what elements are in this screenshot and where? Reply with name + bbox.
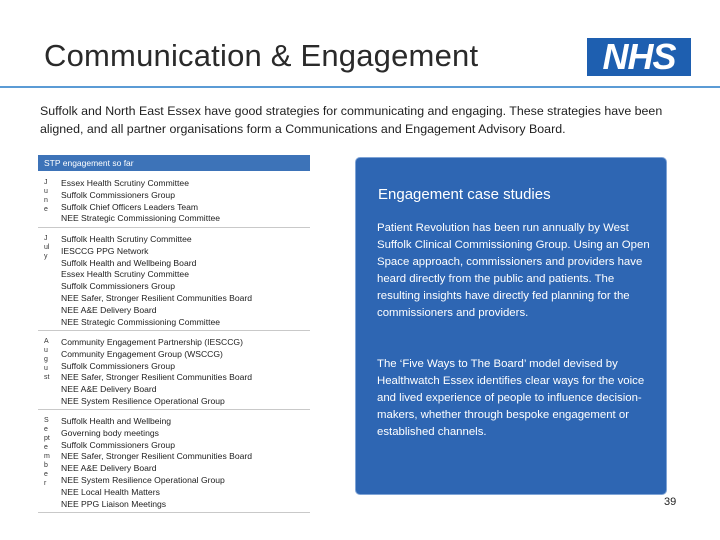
list-item: Suffolk Health and Wellbeing Board (61, 257, 197, 268)
list-item: NEE A&E Delivery Board (61, 384, 157, 395)
list-item: NEE A&E Delivery Board (61, 463, 157, 474)
list-item: NEE PPG Liaison Meetings (61, 498, 167, 509)
case-studies-panel (356, 158, 666, 494)
list-item: Community Engagement Group (WSCCG) (61, 348, 223, 359)
table-row (38, 331, 310, 410)
list-item: Community Engagement Partnership (IESCCG) (61, 337, 243, 347)
page-title: Communication & Engagement (44, 38, 479, 73)
list-item: Suffolk Commissioners Group (61, 439, 175, 450)
intro-text: Suffolk and North East Essex have good strategies for communicating and engaging. These strategies have been aligned, and all partner organisations form a Communications and Engagement Advisory Board. (40, 104, 663, 136)
case-studies-title: Engagement case studies (378, 186, 551, 203)
list-item: IESCCG PPG Network (61, 245, 149, 256)
page-number: 39 (664, 496, 677, 508)
list-item: Essex Health Scrutiny Committee (61, 269, 189, 280)
list-item: NEE Safer, Stronger Resilient Communities Board (61, 292, 253, 303)
nhs-logo: NHS (587, 38, 691, 76)
entries-list (61, 178, 306, 225)
list-item: Suffolk Commissioners Group (61, 360, 175, 371)
list-item: NEE Local Health Matters (61, 486, 160, 497)
title-divider (0, 86, 720, 88)
list-item: Suffolk Commissioners Group (61, 189, 175, 200)
list-item: Suffolk Chief Officers Leaders Team (61, 201, 199, 212)
engagement-table-header: STP engagement so far (38, 155, 310, 171)
month-label: September (44, 417, 50, 487)
list-item: Suffolk Health and Wellbeing (61, 416, 172, 426)
list-item: NEE A&E Delivery Board (61, 304, 157, 315)
month-label: July (44, 235, 50, 260)
case-study-paragraph: Patient Revolution has been run annually by West Suffolk Clinical Commissioning Group. Using an Open Space approach, commissioners and providers have heard directly from the public and patients. The resulting insights have directly fed planning for the commissioners and providers. (377, 222, 650, 319)
entries-list (61, 337, 306, 408)
list-item: NEE System Resilience Operational Group (61, 395, 225, 406)
list-item: NEE Safer, Stronger Resilient Communities Board (61, 451, 253, 462)
list-item: Essex Health Scrutiny Committee (61, 178, 189, 188)
list-item: Suffolk Health Scrutiny Committee (61, 234, 192, 244)
entries-list (61, 416, 306, 510)
entries-list (61, 234, 306, 328)
list-item: Suffolk Commissioners Group (61, 281, 175, 292)
list-item: NEE Safer, Stronger Resilient Communities Board (61, 372, 253, 383)
list-item: Governing body meetings (61, 427, 159, 438)
table-row (38, 410, 310, 513)
case-study-paragraph: The ‘Five Ways to The Board’ model devised by Healthwatch Essex identifies clear ways for the voice and lived experience of people to influence decision-makers, whether through bespoke engagement or established channels. (377, 358, 645, 438)
table-row (38, 172, 310, 228)
table-row (38, 228, 310, 331)
list-item: NEE Strategic Commissioning Committee (61, 213, 221, 224)
month-label: June (44, 179, 48, 213)
month-label: August (44, 338, 50, 381)
list-item: NEE Strategic Commissioning Committee (61, 316, 221, 327)
list-item: NEE System Resilience Operational Group (61, 474, 225, 485)
